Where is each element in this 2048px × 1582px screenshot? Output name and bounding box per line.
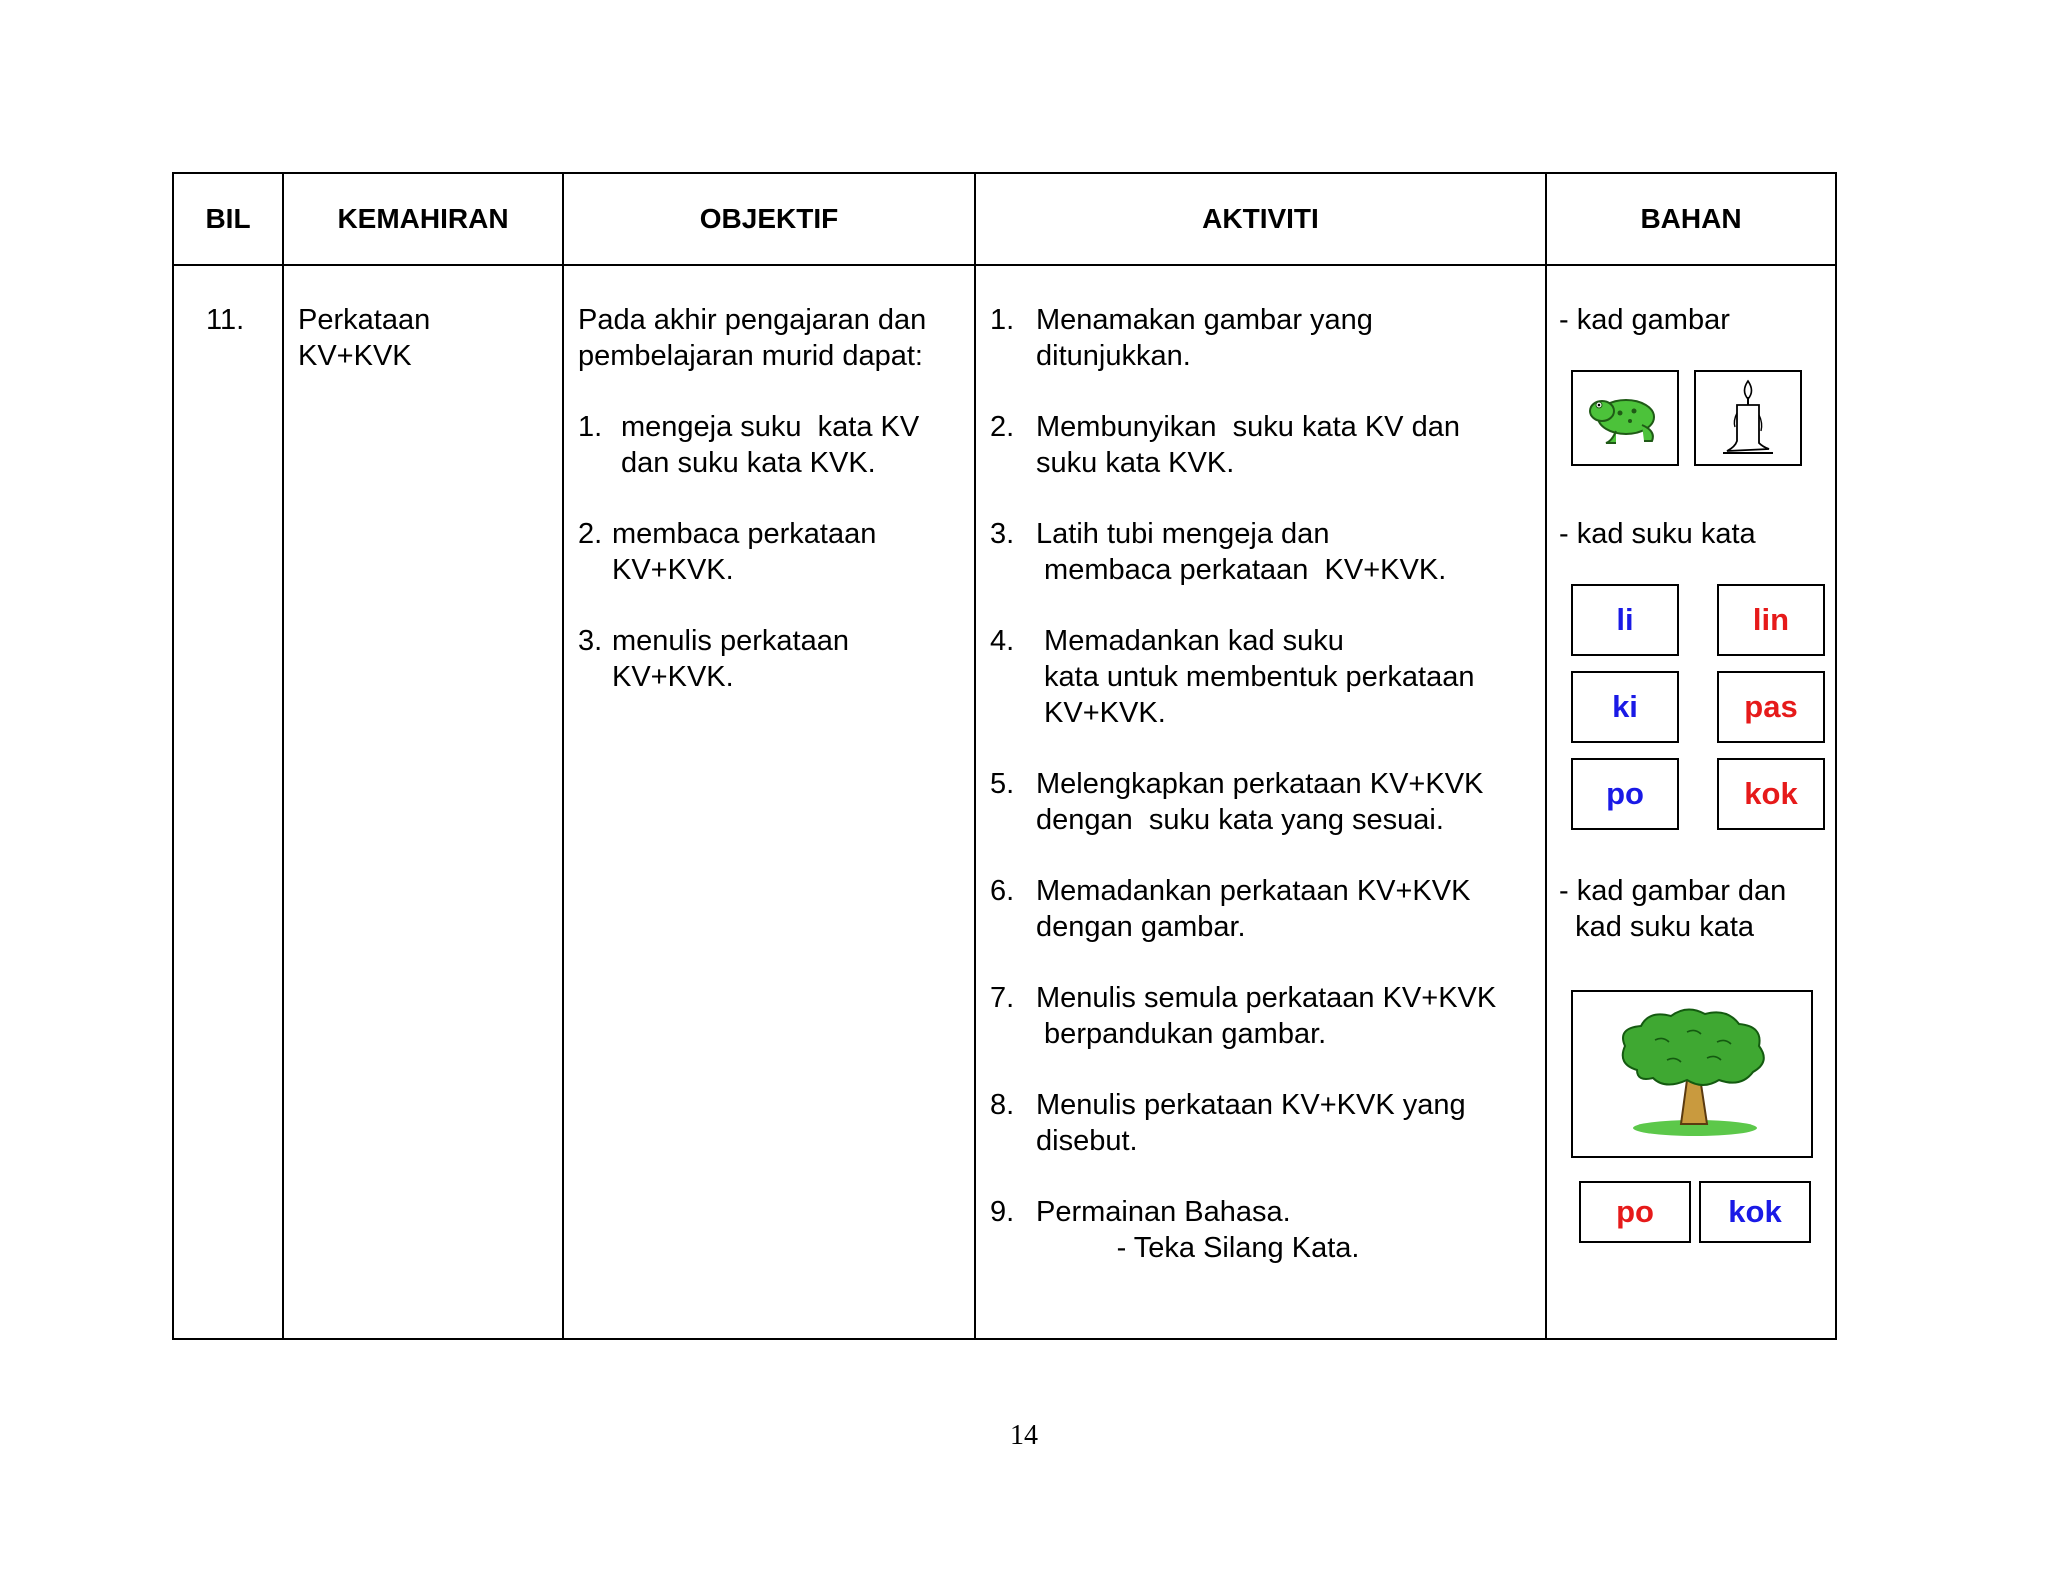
syllable-text: lin [1752, 602, 1790, 637]
aktiviti-item-line: Menamakan gambar yang [1036, 304, 1373, 336]
objektif-item-number: 3. [578, 625, 603, 657]
aktiviti-item-number: 6. [990, 875, 1015, 907]
header-objektif: OBJEKTIF [563, 173, 975, 265]
aktiviti-item-line: KV+KVK. [1036, 697, 1166, 729]
kemahiran-cell [283, 265, 563, 1339]
objektif-item-number: 2. [578, 518, 603, 550]
table-row [173, 265, 1836, 1339]
objektif-item-line: mengeja suku kata KV [621, 411, 920, 443]
syllable-card [1571, 584, 1679, 656]
bahan-label: kad suku kata [1559, 911, 1755, 943]
objektif-intro-line: Pada akhir pengajaran dan [578, 304, 927, 336]
header-row [173, 173, 1836, 265]
header-aktiviti: AKTIVITI [975, 173, 1546, 265]
bahan-label: - kad gambar [1559, 304, 1730, 336]
syllable-text: kok [1744, 776, 1798, 811]
aktiviti-item-number: 9. [990, 1196, 1015, 1228]
aktiviti-item-line: Latih tubi mengeja dan [1036, 518, 1330, 550]
word-card-text: po [1616, 1194, 1654, 1229]
aktiviti-item-line: dengan gambar. [1036, 911, 1246, 943]
word-card [1579, 1181, 1691, 1243]
objektif-item-number: 1. [578, 411, 603, 443]
aktiviti-item-line: Membunyikan suku kata KV dan [1036, 411, 1460, 443]
objektif-item-line: KV+KVK. [612, 554, 734, 586]
bil-number: 11. [206, 304, 245, 336]
aktiviti-item-line: membaca perkataan KV+KVK. [1036, 554, 1447, 586]
aktiviti-item-line: Memadankan kad suku [1036, 625, 1344, 657]
syllable-card [1717, 671, 1825, 743]
aktiviti-item-line: Permainan Bahasa. [1036, 1196, 1291, 1228]
aktiviti-cell [975, 265, 1546, 1339]
syllable-card [1571, 671, 1679, 743]
picture-card [1571, 370, 1679, 466]
aktiviti-item-line: berpandukan gambar. [1036, 1018, 1327, 1050]
aktiviti-item-number: 4. [990, 625, 1015, 657]
aktiviti-item-line: dengan suku kata yang sesuai. [1036, 804, 1444, 836]
aktiviti-item-number: 3. [990, 518, 1015, 550]
syllable-card [1571, 758, 1679, 830]
aktiviti-item-number: 2. [990, 411, 1015, 443]
objektif-intro-line: pembelajaran murid dapat: [578, 340, 923, 372]
kemahiran-line: KV+KVK [298, 340, 412, 372]
syllable-text: pas [1744, 689, 1798, 724]
bahan-label: - kad suku kata [1559, 518, 1756, 550]
aktiviti-item-line: Menulis perkataan KV+KVK yang [1036, 1089, 1466, 1121]
aktiviti-item-line: Menulis semula perkataan KV+KVK [1036, 982, 1497, 1014]
objektif-cell [563, 265, 975, 1339]
bahan-label: - kad gambar dan [1559, 875, 1787, 907]
word-card [1699, 1181, 1811, 1243]
frog-icon [1582, 383, 1668, 453]
objektif-item-line: membaca perkataan [612, 518, 877, 550]
aktiviti-item-number: 7. [990, 982, 1015, 1014]
syllable-text: ki [1612, 689, 1638, 724]
syllable-text: po [1606, 776, 1644, 811]
word-card-text: kok [1728, 1194, 1782, 1229]
header-kemahiran: KEMAHIRAN [283, 173, 563, 265]
aktiviti-item-line: suku kata KVK. [1036, 447, 1235, 479]
picture-card [1694, 370, 1802, 466]
bahan-cell [1546, 265, 1836, 1339]
syllable-card [1717, 758, 1825, 830]
syllable-card [1717, 584, 1825, 656]
header-bil: BIL [173, 173, 283, 265]
lesson-plan-table [172, 172, 1837, 1340]
candle-icon [1713, 377, 1783, 459]
aktiviti-item-number: 1. [990, 304, 1015, 336]
aktiviti-item-number: 8. [990, 1089, 1015, 1121]
syllable-text: li [1616, 602, 1634, 637]
aktiviti-item-line: kata untuk membentuk perkataan [1036, 661, 1475, 693]
objektif-item-line: dan suku kata KVK. [621, 447, 876, 479]
aktiviti-item-line: Memadankan perkataan KV+KVK [1036, 875, 1471, 907]
picture-card [1571, 990, 1813, 1158]
objektif-item-line: KV+KVK. [612, 661, 734, 693]
aktiviti-item-line: disebut. [1036, 1125, 1138, 1157]
aktiviti-item-line: Melengkapkan perkataan KV+KVK [1036, 768, 1484, 800]
page-number: 14 [1010, 1420, 1038, 1451]
bil-cell [173, 265, 283, 1339]
objektif-item-line: menulis perkataan [612, 625, 849, 657]
header-bahan: BAHAN [1546, 173, 1836, 265]
kemahiran-line: Perkataan [298, 304, 431, 336]
tree-icon [1607, 1006, 1777, 1142]
aktiviti-item-number: 5. [990, 768, 1015, 800]
aktiviti-item-line: ditunjukkan. [1036, 340, 1191, 372]
aktiviti-item-line: - Teka Silang Kata. [1036, 1232, 1360, 1264]
